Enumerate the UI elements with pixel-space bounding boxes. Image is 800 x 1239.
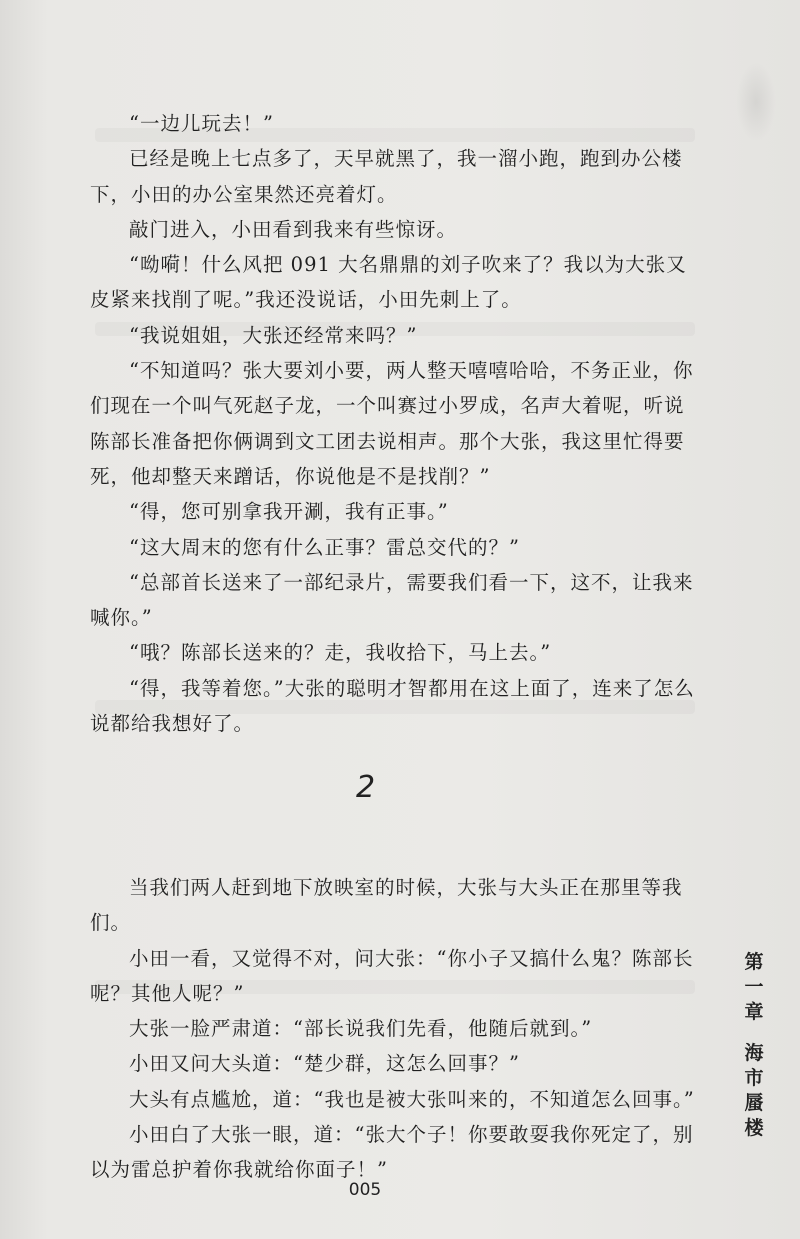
corner-smudge xyxy=(736,62,776,142)
paragraph: “一边儿玩去！” xyxy=(129,112,274,135)
body-text-top xyxy=(90,106,695,741)
paragraph: 小田一看，又觉得不对，问大张：“你小子又搞什么鬼？陈部长呢？其他人呢？” xyxy=(90,946,694,1005)
paragraph: 当我们两人赶到地下放映室的时候，大张与大头正在那里等我们。 xyxy=(90,876,683,935)
section-number: 2 xyxy=(356,770,376,805)
chapter-name: 海市蜃楼 xyxy=(744,1042,764,1139)
paragraph: “哦？陈部长送来的？走，我收拾下，马上去。” xyxy=(129,641,552,665)
paragraph: 小田又问大头道：“楚少群，这怎么回事？” xyxy=(129,1052,520,1076)
paragraph: “我说姐姐，大张还经常来吗？” xyxy=(129,323,418,347)
paragraph: “得，我等着您。”大张的聪明才智都用在这上面了，连来了怎么说都给我想好了。 xyxy=(90,676,695,736)
paragraph: 敲门进入，小田看到我来有些惊讶。 xyxy=(129,217,458,241)
paragraph: 小田白了大张一眼，道：“张大个子！你要敢耍我你死定了，别以为雷总护着你我就给你面子！” xyxy=(90,1123,694,1182)
paragraph: 大张一脸严肃道：“部长说我们先看，他随后就到。” xyxy=(129,1017,593,1041)
paragraph: 大头有点尴尬，道：“我也是被大张叫来的，不知道怎么回事。” xyxy=(129,1087,695,1111)
paragraph: “不知道吗？张大要刘小要，两人整天嘻嘻哈哈，不务正业，你们现在一个叫气死赵子龙，一个叫赛过小罗成，名声大着呢，听说陈部长准备把你俩调到文工团去说相声。那个大张，我这里忙得要死，他却整天来蹭话，你说他是不是找削？” xyxy=(90,359,694,488)
running-chapter-title xyxy=(740,950,768,1141)
body-text-bottom xyxy=(90,870,695,1188)
paragraph: “总部首长送来了一部纪录片，需要我们看一下，这不，让我来喊你。” xyxy=(90,570,694,630)
paragraph: “这大周末的您有什么正事？雷总交代的？” xyxy=(129,535,520,559)
paragraph: 已经是晚上七点多了，天早就黑了，我一溜小跑，跑到办公楼下，小田的办公室果然还亮着灯。 xyxy=(90,147,683,206)
page-number: 005 xyxy=(348,1180,382,1200)
paragraph: “得，您可别拿我开涮，我有正事。” xyxy=(129,500,449,524)
chapter-label: 第一章 xyxy=(744,951,764,1023)
paragraph: “呦嗬！什么风把 091 大名鼎鼎的刘子吹来了？我以为大张又皮紧来找削了呢。”我还没说话，小田先刺上了。 xyxy=(90,253,687,312)
